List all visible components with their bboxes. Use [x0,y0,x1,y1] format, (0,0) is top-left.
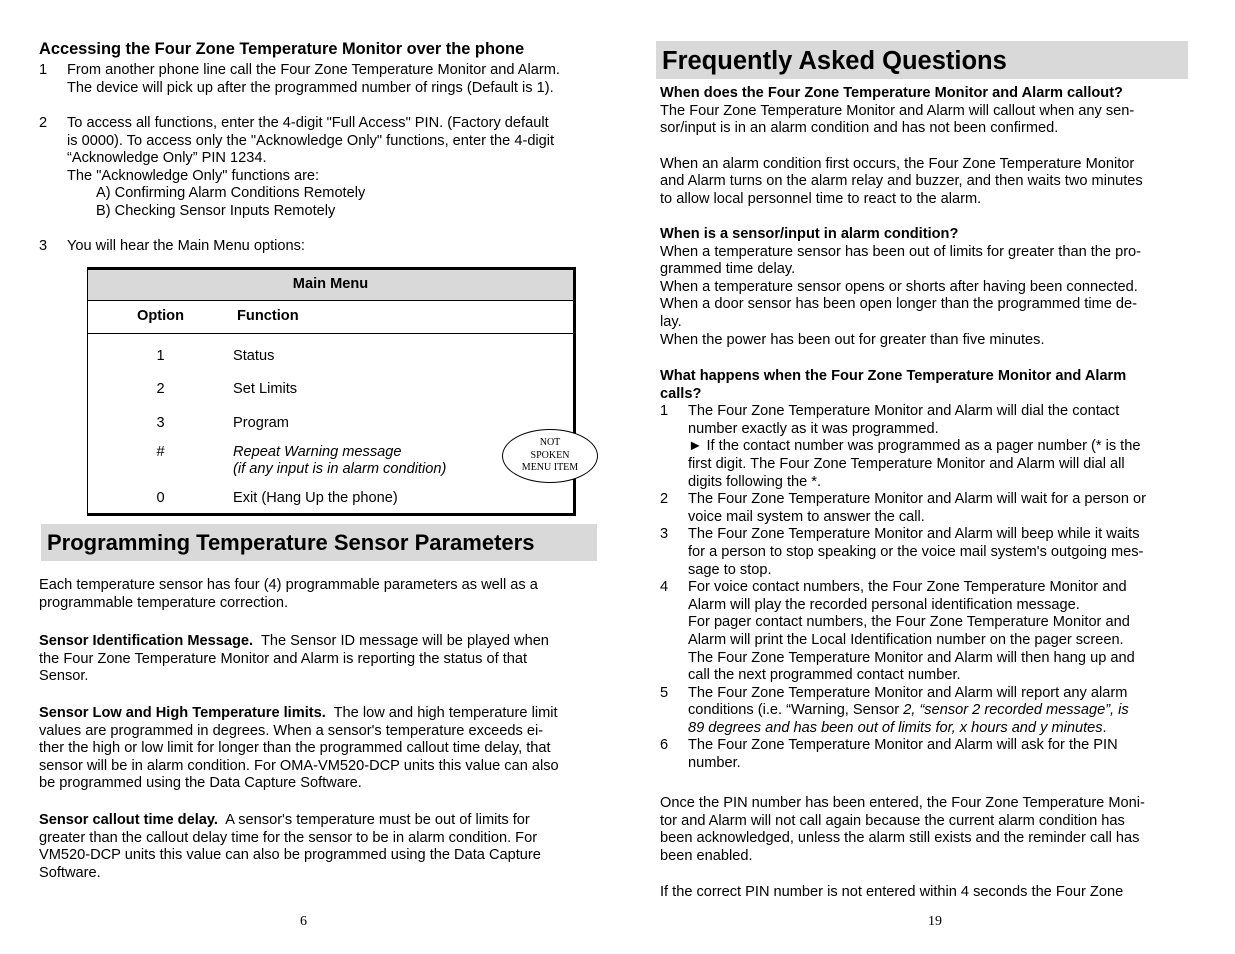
step-text: You will hear the Main Menu options: [67,238,305,254]
callout-delay-label: Sensor callout time delay. [39,812,218,828]
paragraph-line: greater than the callout delay time for the sensor to be in alarm condition. For [39,829,538,846]
faq-answer-line: sor/input is in an alarm condition and has not been confirmed. [660,120,1059,137]
list-item [660,737,1184,772]
list-number: 4 [660,579,669,596]
page-number: 6 [300,914,307,929]
faq-answer-line: The Four Zone Temperature Monitor and Alarm will wait for a person or [688,491,1147,508]
page-number: 19 [928,914,942,929]
function-cell: Status [233,347,275,364]
paragraph-line: be programmed using the Data Capture Software. [39,775,362,792]
ack-function-item: B) Checking Sensor Inputs Remotely [96,202,336,219]
option-cell: 2 [156,381,165,398]
paragraph-text: A sensor's temperature must be out of limits for [217,812,530,828]
step-text: is 0000). To access only the "Acknowledge Only" functions, enter the 4-digit [67,132,555,149]
paragraph-text: The low and high temperature limit [325,705,558,721]
step-number: 1 [39,62,48,78]
faq-answer-line: voice mail system to answer the call. [688,508,925,525]
paragraph-text: The Sensor ID message will be played when [253,633,549,649]
step-text: The "Acknowledge Only" functions are: [67,167,320,184]
faq-q3 [660,368,1184,773]
paragraph-line: Sensor. [39,668,89,685]
option-cell: 1 [156,347,165,364]
option-column-header: Option [88,301,234,334]
faq-answer-line: The Four Zone Temperature Monitor and Alarm will ask for the PIN [688,737,1118,754]
faq-answer-line: The Four Zone Temperature Monitor and Alarm will then hang up and [688,649,1135,666]
faq-answer-line: for a person to stop speaking or the voice mail system's outgoing mes- [688,543,1144,560]
faq-answer-line: lay. [660,313,682,330]
faq-answer-text: conditions (i.e. “Warning, Sensor [688,702,904,719]
list-item [660,685,1184,738]
faq-answer-line: ► If the contact number was programmed as a pager number (* is the [688,438,1141,455]
list-number: 3 [660,526,669,543]
faq-answer-italic: 2, “sensor 2 recorded message”, is [903,702,1129,719]
step-text: To access all functions, enter the 4-digit "Full Access" PIN. (Factory default [67,115,549,131]
faq-answer-line: to allow local personnel time to react to the alarm. [660,190,982,207]
faq-answer-line: number exactly as it was programmed. [688,420,939,437]
step-text: From another phone line call the Four Zone Temperature Monitor and Alarm. [67,62,560,78]
callout-line: NOT [539,437,561,449]
no-pin-paragraph [660,884,1184,902]
faq-heading: Frequently Asked Questions [656,41,1188,79]
paragraph-line: been acknowledged, unless the alarm still exists and the reminder call has [660,830,1140,847]
paragraph-line: VM520-DCP units this value can also be programmed using the Data Capture [39,847,541,864]
paragraph-line: been enabled. [660,847,753,864]
list-item [660,491,1184,526]
faq-answer-line: and Alarm turns on the alarm relay and buzzer, and then waits two minutes [660,173,1143,190]
programming-intro [39,577,538,612]
phone-step-1 [39,62,599,97]
step-number: 2 [39,115,48,131]
faq-answer-line: When the power has been out for greater than five minutes. [660,331,1045,348]
list-number: 1 [660,403,669,420]
list-item [660,403,1184,491]
option-cell: # [156,443,165,460]
list-item [660,579,1184,685]
option-cell: 3 [156,414,165,431]
faq-answer-line: The Four Zone Temperature Monitor and Alarm will beep while it waits [688,526,1140,543]
faq-q1 [660,85,1184,209]
option-cell: 0 [156,489,165,506]
callout-delay-paragraph [39,812,541,882]
table-row [88,485,575,515]
callout-line: SPOKEN [530,449,570,461]
not-spoken-menu-item-callout [502,429,598,483]
faq-q2 [660,226,1184,349]
list-number: 5 [660,684,669,701]
function-cell: Exit (Hang Up the phone) [233,489,398,506]
function-column-header: Function [233,301,575,334]
faq-answer-line: When a temperature sensor has been out of limits for greater than the pro- [660,243,1142,260]
step-number: 3 [39,238,48,254]
table-row [88,334,575,374]
faq-answer-line: Alarm will play the recorded personal identification message. [688,596,1080,613]
faq-answer-line: Alarm will print the Local Identification number on the pager screen. [688,631,1124,648]
faq-question: When is a sensor/input in alarm condition? [660,226,959,242]
paragraph-line: values are programmed in degrees. When a sensor's temperature exceeds ei- [39,722,544,739]
step-text: “Acknowledge Only” PIN 1234. [67,150,267,167]
phone-step-2 [39,115,599,221]
faq-answer-line: grammed time delay. [660,261,796,278]
paragraph-line: sensor will be in alarm condition. For OMA-VM520-DCP units this value can also [39,757,559,774]
paragraph-line: tor and Alarm will not call again because the current alarm condition has [660,812,1125,829]
list-number: 6 [660,737,669,754]
paragraph-line: If the correct PIN number is not entered within 4 seconds the Four Zone [660,884,1124,900]
faq-answer-line: When a temperature sensor opens or shorts after having been connected. [660,278,1138,295]
paragraph-line: Each temperature sensor has four (4) programmable parameters as well as a [39,577,538,593]
list-number: 2 [660,491,669,508]
main-menu-table [87,267,576,516]
faq-question: calls? [660,385,702,402]
faq-answer-line: The Four Zone Temperature Monitor and Alarm will callout when any sen- [660,102,1135,119]
table-row [88,441,575,485]
step-text: The device will pick up after the programmed number of rings (Default is 1). [67,79,554,96]
function-cell: Set Limits [233,381,298,398]
faq-question: When does the Four Zone Temperature Monitor and Alarm callout? [660,85,1123,101]
faq-answer-italic: 89 degrees and has been out of limits for, x hours and y minutes [688,719,1103,736]
faq-answer-line: When an alarm condition first occurs, the Four Zone Temperature Monitor [660,155,1135,172]
paragraph-line: the Four Zone Temperature Monitor and Alarm is reporting the status of that [39,650,528,667]
faq-answer-line: The Four Zone Temperature Monitor and Alarm will dial the contact [688,403,1120,420]
faq-answer-line: For pager contact numbers, the Four Zone Temperature Monitor and [688,614,1130,631]
after-pin-paragraph [660,795,1184,865]
phone-access-heading: Accessing the Four Zone Temperature Monitor over the phone [39,40,525,58]
faq-answer-text: . [1102,719,1107,736]
callout-line: MENU ITEM [521,462,579,474]
paragraph-line: ther the high or low limit for longer than the programmed callout time delay, that [39,740,551,757]
faq-question: What happens when the Four Zone Temperature Monitor and Alarm [660,368,1127,384]
paragraph-line: programmable temperature correction. [39,594,289,611]
paragraph-line: Once the PIN number has been entered, the Four Zone Temperature Moni- [660,795,1145,811]
table-row [88,374,575,407]
faq-answer-line: first digit. The Four Zone Temperature Monitor and Alarm will dial all [688,455,1125,472]
repeat-warning-note: (if any input is in alarm condition) [233,461,447,478]
faq-answer-line: digits following the *. [688,473,822,490]
paragraph-line: Software. [39,864,101,881]
faq-answer-line: When a door sensor has been open longer than the programmed time de- [660,296,1138,313]
faq-answer-line: sage to stop. [688,561,772,578]
repeat-warning-label: Repeat Warning message [233,443,402,460]
table-row [88,407,575,441]
temperature-limits-paragraph [39,705,559,793]
phone-step-3 [39,238,599,256]
faq-answer-line: For voice contact numbers, the Four Zone Temperature Monitor and [688,579,1127,596]
main-menu-title: Main Menu [88,269,575,301]
faq-answer-line: The Four Zone Temperature Monitor and Alarm will report any alarm [688,684,1128,701]
list-item [660,526,1184,579]
sensor-id-message-paragraph [39,633,549,686]
faq-answer-line: call the next programmed contact number. [688,667,961,684]
faq-answer-line: number. [688,755,741,772]
ack-function-item: A) Confirming Alarm Conditions Remotely [96,185,366,202]
sensor-id-label: Sensor Identification Message. [39,633,254,649]
temperature-limits-label: Sensor Low and High Temperature limits. [39,705,326,721]
function-cell: Program [233,414,289,431]
programming-section-heading: Programming Temperature Sensor Parameters [41,524,597,561]
